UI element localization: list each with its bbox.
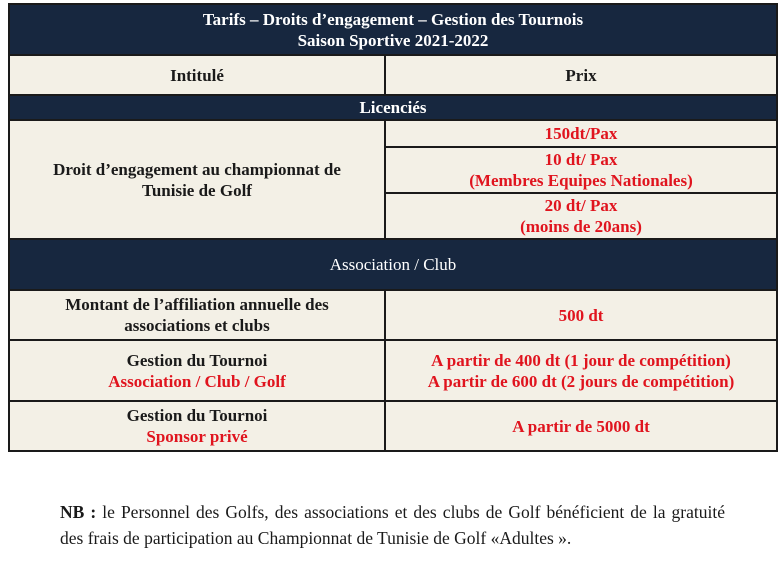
row-label-line: Gestion du Tournoi: [126, 406, 268, 425]
section-association-row: [9, 239, 777, 290]
section-licencies-title: Licenciés: [9, 95, 777, 120]
table-row: [9, 120, 777, 147]
row-label-line: Montant de l’affiliation annuelle des: [65, 295, 329, 314]
table-title: Tarifs – Droits d’engagement – Gestion des Tournois: [202, 9, 584, 29]
price-line: 20 dt/ Pax: [544, 196, 618, 215]
price-line: 10 dt/ Pax: [544, 150, 618, 169]
table-row: [9, 290, 777, 340]
price-cell: [385, 120, 777, 147]
price-line: A partir de 5000 dt: [512, 416, 650, 436]
row-label-line: associations et clubs: [124, 316, 270, 335]
nb-note: [60, 499, 725, 551]
price-line: (Membres Equipes Nationales): [469, 171, 693, 190]
row-label-subline: Sponsor privé: [146, 427, 248, 446]
column-header-intitule: Intitulé: [9, 55, 385, 95]
column-header-prix: Prix: [385, 55, 777, 95]
price-cell: [385, 147, 777, 193]
price-line: 150dt/Pax: [544, 124, 618, 143]
price-line: A partir de 400 dt (1 jour de compétition): [431, 350, 731, 370]
table-row: [9, 340, 777, 401]
price-line: (moins de 20ans): [520, 217, 642, 236]
droit-engagement-line1: Droit d’engagement au championnat de: [53, 159, 341, 179]
affiliation-label: [9, 290, 385, 340]
price-line: 500 dt: [558, 305, 604, 325]
row-label-subline: Association / Club / Golf: [108, 371, 286, 391]
section-association-title: Association / Club: [9, 239, 777, 290]
row-label-line: Gestion du Tournoi: [126, 350, 268, 370]
price-cell: [385, 401, 777, 451]
season-label: Saison Sportive 2021-2022: [297, 30, 489, 50]
table-header-row: [9, 4, 777, 55]
gestion-tournoi-sponsor-label: [9, 401, 385, 451]
price-cell: [385, 290, 777, 340]
table-title-cell: [9, 4, 777, 55]
column-header-row: [9, 55, 777, 95]
section-licencies-row: [9, 95, 777, 120]
nb-text: le Personnel des Golfs, des associations et des clubs de Golf bénéficient de la gratuité des frais de participation au Championnat de Tunisie de Golf «Adultes ».: [60, 501, 725, 548]
tarifs-table: [8, 3, 778, 452]
price-cell: [385, 193, 777, 239]
droit-engagement-line2: Tunisie de Golf: [142, 180, 252, 200]
nb-prefix: NB :: [60, 501, 97, 522]
gestion-tournoi-club-label: [9, 340, 385, 401]
price-line: A partir de 600 dt (2 jours de compétition): [427, 371, 735, 391]
droit-engagement-label: [9, 120, 385, 239]
table-row: [9, 401, 777, 451]
price-cell: [385, 340, 777, 401]
